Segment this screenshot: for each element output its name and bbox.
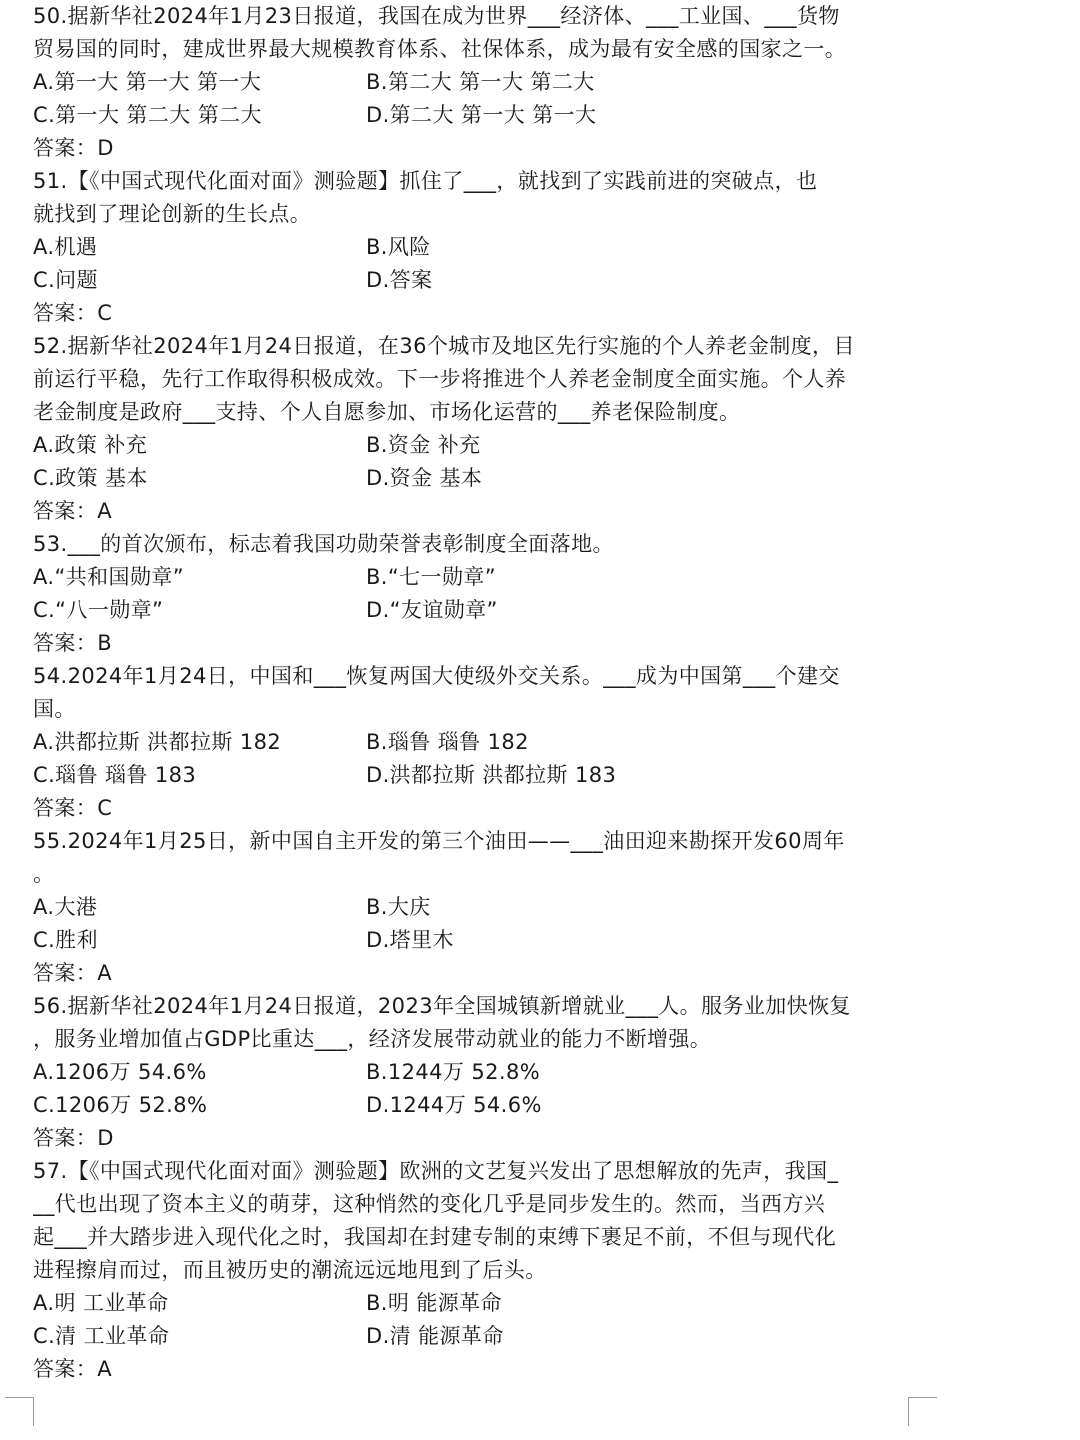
answer-option: D.“友谊勋章” <box>366 598 498 622</box>
question-block <box>33 165 913 330</box>
question-block <box>33 330 913 528</box>
question-stem-line: 前运行平稳，先行工作取得积极成效。下一步将推进个人养老金制度全面实施。个人养 <box>33 367 847 391</box>
question-stem-line: ，服务业增加值占GDP比重达___，经济发展带动就业的能力不断增强。 <box>33 1027 712 1051</box>
answer-option: A.大港 <box>33 895 98 919</box>
option-grid <box>33 891 913 957</box>
answer-option: D.塔里木 <box>366 928 454 952</box>
page-corner-mark-right <box>908 1397 937 1426</box>
answer-option: A.“共和国勋章” <box>33 565 185 589</box>
answer-option: C.“八一勋章” <box>33 598 164 622</box>
answer-option: D.1244万 54.6% <box>366 1093 542 1117</box>
answer-option: B.“七一勋章” <box>366 565 497 589</box>
answer-line: 答案：D <box>33 136 114 160</box>
question-block <box>33 528 913 660</box>
question-stem-line: 50.据新华社2024年1月23日报道，我国在成为世界___经济体、___工业国、___货物 <box>33 4 840 28</box>
answer-option: B.1244万 52.8% <box>366 1060 541 1084</box>
answer-option: A.洪都拉斯 洪都拉斯 182 <box>33 730 282 754</box>
question-stem-line: 54.2024年1月24日，中国和___恢复两国大使级外交关系。___成为中国第___个建交 <box>33 664 840 688</box>
answer-option: C.清 工业革命 <box>33 1324 170 1348</box>
page-corner-mark-left <box>5 1397 34 1426</box>
option-grid <box>33 231 913 297</box>
answer-option: C.胜利 <box>33 928 98 952</box>
question-stem-line: 国。 <box>33 697 76 721</box>
answer-option: B.瑙鲁 瑙鲁 182 <box>366 730 529 754</box>
question-document <box>33 0 913 1386</box>
answer-line: 答案：D <box>33 1126 114 1150</box>
answer-option: B.风险 <box>366 235 431 259</box>
question-block <box>33 825 913 990</box>
question-block <box>33 1155 913 1386</box>
answer-option: A.明 工业革命 <box>33 1291 169 1315</box>
answer-option: A.1206万 54.6% <box>33 1060 207 1084</box>
question-stem-line: 53.___的首次颁布，标志着我国功勋荣誉表彰制度全面落地。 <box>33 532 614 556</box>
answer-line: 答案：C <box>33 796 113 820</box>
answer-option: A.机遇 <box>33 235 98 259</box>
answer-line: 答案：A <box>33 961 112 985</box>
answer-line: 答案：B <box>33 631 113 655</box>
question-block <box>33 0 913 165</box>
option-grid <box>33 1287 913 1353</box>
answer-option: B.第二大 第一大 第二大 <box>366 70 595 94</box>
answer-option: C.政策 基本 <box>33 466 148 490</box>
answer-option: D.清 能源革命 <box>366 1324 504 1348</box>
question-stem-line: 老金制度是政府___支持、个人自愿参加、市场化运营的___养老保险制度。 <box>33 400 741 424</box>
question-stem-line: 贸易国的同时，建成世界最大规模教育体系、社保体系，成为最有安全感的国家之一。 <box>33 37 847 61</box>
option-grid <box>33 726 913 792</box>
question-stem-line: 进程擦肩而过，而且被历史的潮流远远地甩到了后头。 <box>33 1258 547 1282</box>
answer-line: 答案：C <box>33 301 113 325</box>
question-stem-line: 56.据新华社2024年1月24日报道，2023年全国城镇新增就业___人。服务业加快恢复 <box>33 994 851 1018</box>
answer-option: C.第一大 第二大 第二大 <box>33 103 262 127</box>
answer-option: C.问题 <box>33 268 98 292</box>
answer-option: C.瑙鲁 瑙鲁 183 <box>33 763 197 787</box>
option-grid <box>33 561 913 627</box>
answer-option: D.第二大 第一大 第一大 <box>366 103 597 127</box>
question-block <box>33 660 913 825</box>
question-stem-line: 51.【《中国式现代化面对面》测验题】抓住了___，就找到了实践前进的突破点，也 <box>33 169 818 193</box>
answer-option: B.资金 补充 <box>366 433 481 457</box>
answer-option: D.答案 <box>366 268 433 292</box>
answer-option: A.政策 补充 <box>33 433 148 457</box>
question-stem-line: 。 <box>33 862 55 886</box>
answer-option: C.1206万 52.8% <box>33 1093 208 1117</box>
question-stem-line: 55.2024年1月25日，新中国自主开发的第三个油田——___油田迎来勘探开发60周年 <box>33 829 845 853</box>
answer-line: 答案：A <box>33 1357 112 1381</box>
question-stem-line: __代也出现了资本主义的萌芽，这种悄然的变化几乎是同步发生的。然而，当西方兴 <box>33 1192 826 1216</box>
question-stem-line: 57.【《中国式现代化面对面》测验题】欧洲的文艺复兴发出了思想解放的先声，我国_ <box>33 1159 839 1183</box>
option-grid <box>33 429 913 495</box>
question-stem-line: 起___并大踏步进入现代化之时，我国却在封建专制的束缚下裹足不前，不但与现代化 <box>33 1225 837 1249</box>
option-grid <box>33 66 913 132</box>
question-block <box>33 990 913 1155</box>
option-grid <box>33 1056 913 1122</box>
answer-option: D.资金 基本 <box>366 466 483 490</box>
question-stem-line: 就找到了理论创新的生长点。 <box>33 202 312 226</box>
answer-line: 答案：A <box>33 499 112 523</box>
answer-option: D.洪都拉斯 洪都拉斯 183 <box>366 763 617 787</box>
answer-option: A.第一大 第一大 第一大 <box>33 70 262 94</box>
question-stem-line: 52.据新华社2024年1月24日报道，在36个城市及地区先行实施的个人养老金制度，目 <box>33 334 855 358</box>
answer-option: B.大庆 <box>366 895 431 919</box>
answer-option: B.明 能源革命 <box>366 1291 502 1315</box>
